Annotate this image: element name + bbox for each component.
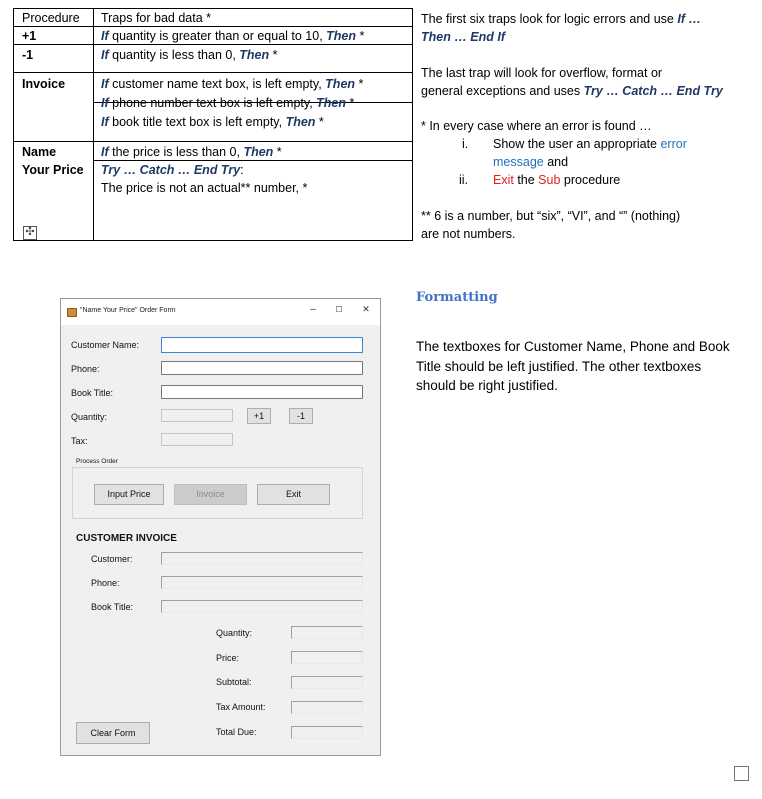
invoice-button[interactable]: Invoice — [174, 484, 247, 505]
table-row-divider — [14, 44, 412, 45]
invoice-quantity-label: Quantity: — [216, 628, 253, 638]
procedure-name-line2: Your Price — [22, 163, 84, 177]
table-move-handle-icon[interactable]: ✣ — [23, 226, 37, 240]
table-row-divider — [14, 26, 412, 27]
formatting-body: The textboxes for Customer Name, Phone and Book Title should be left justified. The other textboxes should be right justified. — [416, 339, 730, 393]
procedure-header: Procedure — [22, 11, 80, 25]
customer-invoice-heading: CUSTOMER INVOICE — [76, 533, 177, 544]
invoice-quantity-output — [291, 626, 363, 639]
procedure-minus-one: -1 — [22, 48, 34, 62]
table-row-divider — [93, 160, 412, 161]
trap-minus-one: If quantity is less than 0, Then * — [101, 48, 278, 62]
invoice-book-title-label: Book Title: — [91, 602, 134, 612]
clear-form-button[interactable]: Clear Form — [76, 722, 150, 744]
app-icon — [67, 308, 77, 317]
trap-price-negative: If the price is less than 0, Then * — [101, 145, 282, 159]
tax-label: Tax: — [71, 436, 88, 446]
invoice-phone-label: Phone: — [91, 578, 120, 588]
order-form-window — [60, 298, 381, 756]
phone-label: Phone: — [71, 364, 100, 374]
close-icon[interactable]: ✕ — [362, 304, 370, 314]
book-title-label: Book Title: — [71, 388, 114, 398]
checkbox-icon[interactable] — [734, 766, 749, 781]
formatting-heading: Formatting — [416, 290, 498, 305]
procedure-name-line1: Name — [22, 145, 57, 159]
customer-name-input[interactable] — [161, 337, 363, 353]
note-last-trap: The last trap will look for overflow, format or — [421, 66, 663, 80]
note-last-trap-line2: general exceptions and uses Try … Catch … End Try — [421, 84, 723, 98]
procedure-invoice: Invoice — [22, 77, 66, 91]
input-price-button[interactable]: Input Price — [94, 484, 164, 505]
invoice-subtotal-label: Subtotal: — [216, 677, 252, 687]
traps-table — [13, 8, 413, 241]
invoice-customer-output — [161, 552, 363, 565]
trap-invoice-book-title: If book title text box is left empty, Then * — [101, 115, 324, 129]
trap-invoice-customer: If customer name text box, is left empty, Then * — [101, 77, 364, 91]
tax-field — [161, 433, 233, 446]
minimize-icon[interactable]: – — [310, 304, 316, 315]
invoice-total-due-output — [291, 726, 363, 739]
invoice-customer-label: Customer: — [91, 554, 133, 564]
list-item-ii: Exit the Sub procedure — [493, 173, 621, 187]
invoice-book-title-output — [161, 600, 363, 613]
exit-button[interactable]: Exit — [257, 484, 330, 505]
note-every-case: * In every case where an error is found … — [421, 119, 652, 133]
invoice-phone-output — [161, 576, 363, 589]
list-item-i-line2: message and — [493, 155, 569, 169]
list-item-i: Show the user an appropriate error — [493, 137, 687, 151]
invoice-price-label: Price: — [216, 653, 240, 663]
quantity-label: Quantity: — [71, 412, 108, 422]
trap-price-not-number: The price is not an actual** number, * — [101, 181, 308, 195]
maximize-icon[interactable]: ☐ — [335, 305, 343, 314]
trap-plus-one: If quantity is greater than or equal to 10, Then * — [101, 29, 365, 43]
invoice-tax-amount-label: Tax Amount: — [216, 702, 266, 712]
note-first-six-traps: The first six traps look for logic errors and use If … — [421, 12, 701, 26]
phone-input[interactable] — [161, 361, 363, 375]
invoice-subtotal-output — [291, 676, 363, 689]
quantity-field — [161, 409, 233, 422]
list-marker-ii: ii. — [459, 173, 469, 187]
note-numbers-line2: are not numbers. — [421, 227, 516, 241]
book-title-input[interactable] — [161, 385, 363, 399]
note-numbers: ** 6 is a number, but “six”, “VI”, and “” (nothing) — [421, 209, 681, 223]
invoice-tax-amount-output — [291, 701, 363, 714]
note-first-six-traps-line2: Then … End If — [421, 30, 506, 44]
minus-one-button[interactable]: -1 — [289, 408, 313, 424]
window-title: "Name Your Price" Order Form — [80, 307, 176, 314]
traps-header: Traps for bad data * — [101, 11, 212, 25]
invoice-price-output — [291, 651, 363, 664]
procedure-plus-one: +1 — [22, 29, 37, 43]
list-marker-i: i. — [462, 137, 469, 151]
trap-price-try-catch: Try … Catch … End Try: — [101, 163, 244, 177]
process-order-caption: Process Order — [76, 458, 118, 465]
customer-name-label: Customer Name: — [71, 340, 140, 350]
plus-one-button[interactable]: +1 — [247, 408, 271, 424]
title-bar — [61, 299, 380, 325]
table-row-divider — [14, 72, 412, 73]
table-row-divider — [14, 141, 412, 142]
trap-invoice-phone: If phone number text box is left empty, Then * — [101, 96, 355, 110]
invoice-total-due-label: Total Due: — [216, 727, 257, 737]
